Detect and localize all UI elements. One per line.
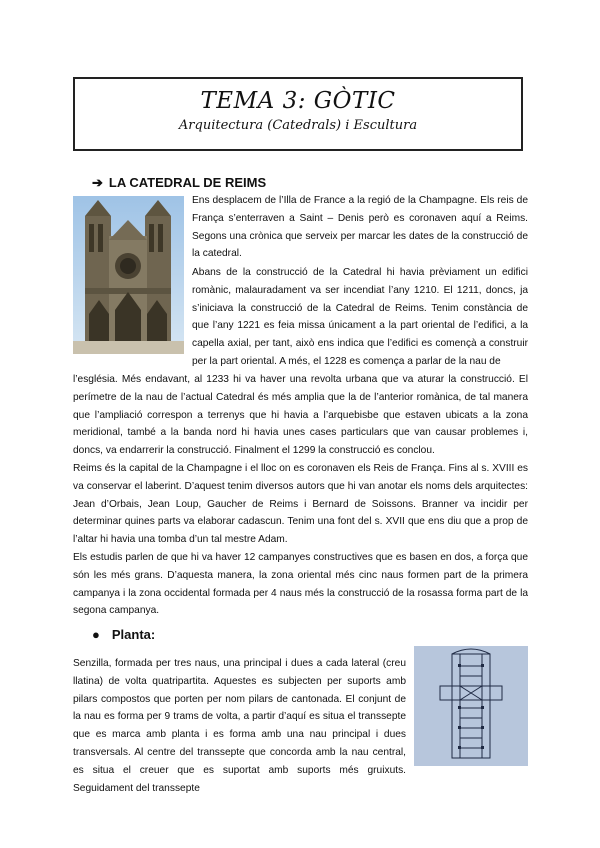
floor-plan-drawing bbox=[414, 646, 528, 766]
title-box bbox=[73, 77, 523, 151]
cathedral-photo bbox=[73, 196, 184, 354]
reims-paragraph-1: Ens desplacem de l’Illa de France a la regió de la Champagne. Els reis de França s’enterraven a Saint – Denis però es coronaven aquí a Reims. Segons una crònica que serveix per marcar les dates de la construcció de la catedral. bbox=[192, 195, 528, 260]
reims-paragraph-2b: l’església. Més endavant, al 1233 hi va haver una revolta urbana que va aturar la construcció. El perímetre de la nau de l’actual Catedral és més amplia que la de l’anterior romànica, de tal manera que l’ampliació correspon a terrenys que hi havia a l’arquebisbe que estaven ubicats a la zona meridional, també a la banda nord hi havia unes cases particulars que van causar problemes i, doncs, va endarrerir la construcció. Finalment el 1299 la construcció es conclou. bbox=[73, 374, 528, 457]
reims-paragraph-3: Reims és la capital de la Champagne i el lloc on es coronaven els Reis de França. Fins al s. XVIII es va conservar el laberint. D’aquest tenim diversos autors que hi van anotar els noms dels arquitectes: Jean d’Orbais, Jean Loup, Gaucher de Reims i Bernard de Soissons. Branner va incidir per determinar quines parts va elaborar cadascun. Tenim una font del s. XVII que ens diu que a prop de l’altar hi havia una tomba d’un tal mestre Adam. bbox=[73, 463, 528, 546]
page-subtitle: Arquitectura (Catedrals) i Escultura bbox=[178, 118, 418, 133]
arrow-icon: ➔ bbox=[92, 175, 103, 190]
bullet-icon: ● bbox=[92, 627, 100, 642]
planta-paragraph-1: Senzilla, formada per tres naus, una principal i dues a cada lateral (creu llatina) de volta quatripartita. Aquestes es subjecten per suports amb pilars compostos que porten per nom pilars de cantonada. El conjunt de la nau es forma per 9 trams de volta, a partir d’aquí es situa el transsepte que es marca amb planta i es forma amb una nau principal i dues transversals. Al centre del transsepte que concorda amb la nau central, es situa el creuer que es suportat amb suports més gruixuts. Seguidament del transsepte bbox=[73, 658, 406, 794]
section-heading-reims bbox=[92, 175, 266, 191]
cathedral-facade-image bbox=[73, 196, 184, 354]
reims-paragraph-4: Els estudis parlen de que hi va haver 12 campanyes constructives que es basen en dos, a força que són les més grans. D’aquesta manera, la zona oriental més cinc naus formen part de la primera campanya i la zona occidental formada per 4 naus més la construcció de la rosassa forma part de la segona campanya. bbox=[73, 552, 528, 617]
floor-plan-image bbox=[414, 646, 528, 766]
section-heading-planta bbox=[92, 627, 155, 642]
page-title: TEMA 3: GÒTIC bbox=[200, 88, 396, 114]
section-heading-label: Planta: bbox=[111, 627, 156, 642]
reims-paragraph-2a: Abans de la construcció de la Catedral hi havia prèviament un edifici romànic, malauradament va ser incendiat l’any 1210. El 1211, doncs, ja s’iniciava la construcció de la Catedral de Reims. Tenim constància de que l’any 1221 es feia missa únicament a la part oriental de l’edifici, a la capella axial, per tant, això ens indica que l’edifici es començà a construir per la part oriental. A més, el 1228 es comença a parlar de la nau de bbox=[192, 267, 528, 367]
section-heading-label: LA CATEDRAL DE REIMS bbox=[108, 175, 267, 190]
